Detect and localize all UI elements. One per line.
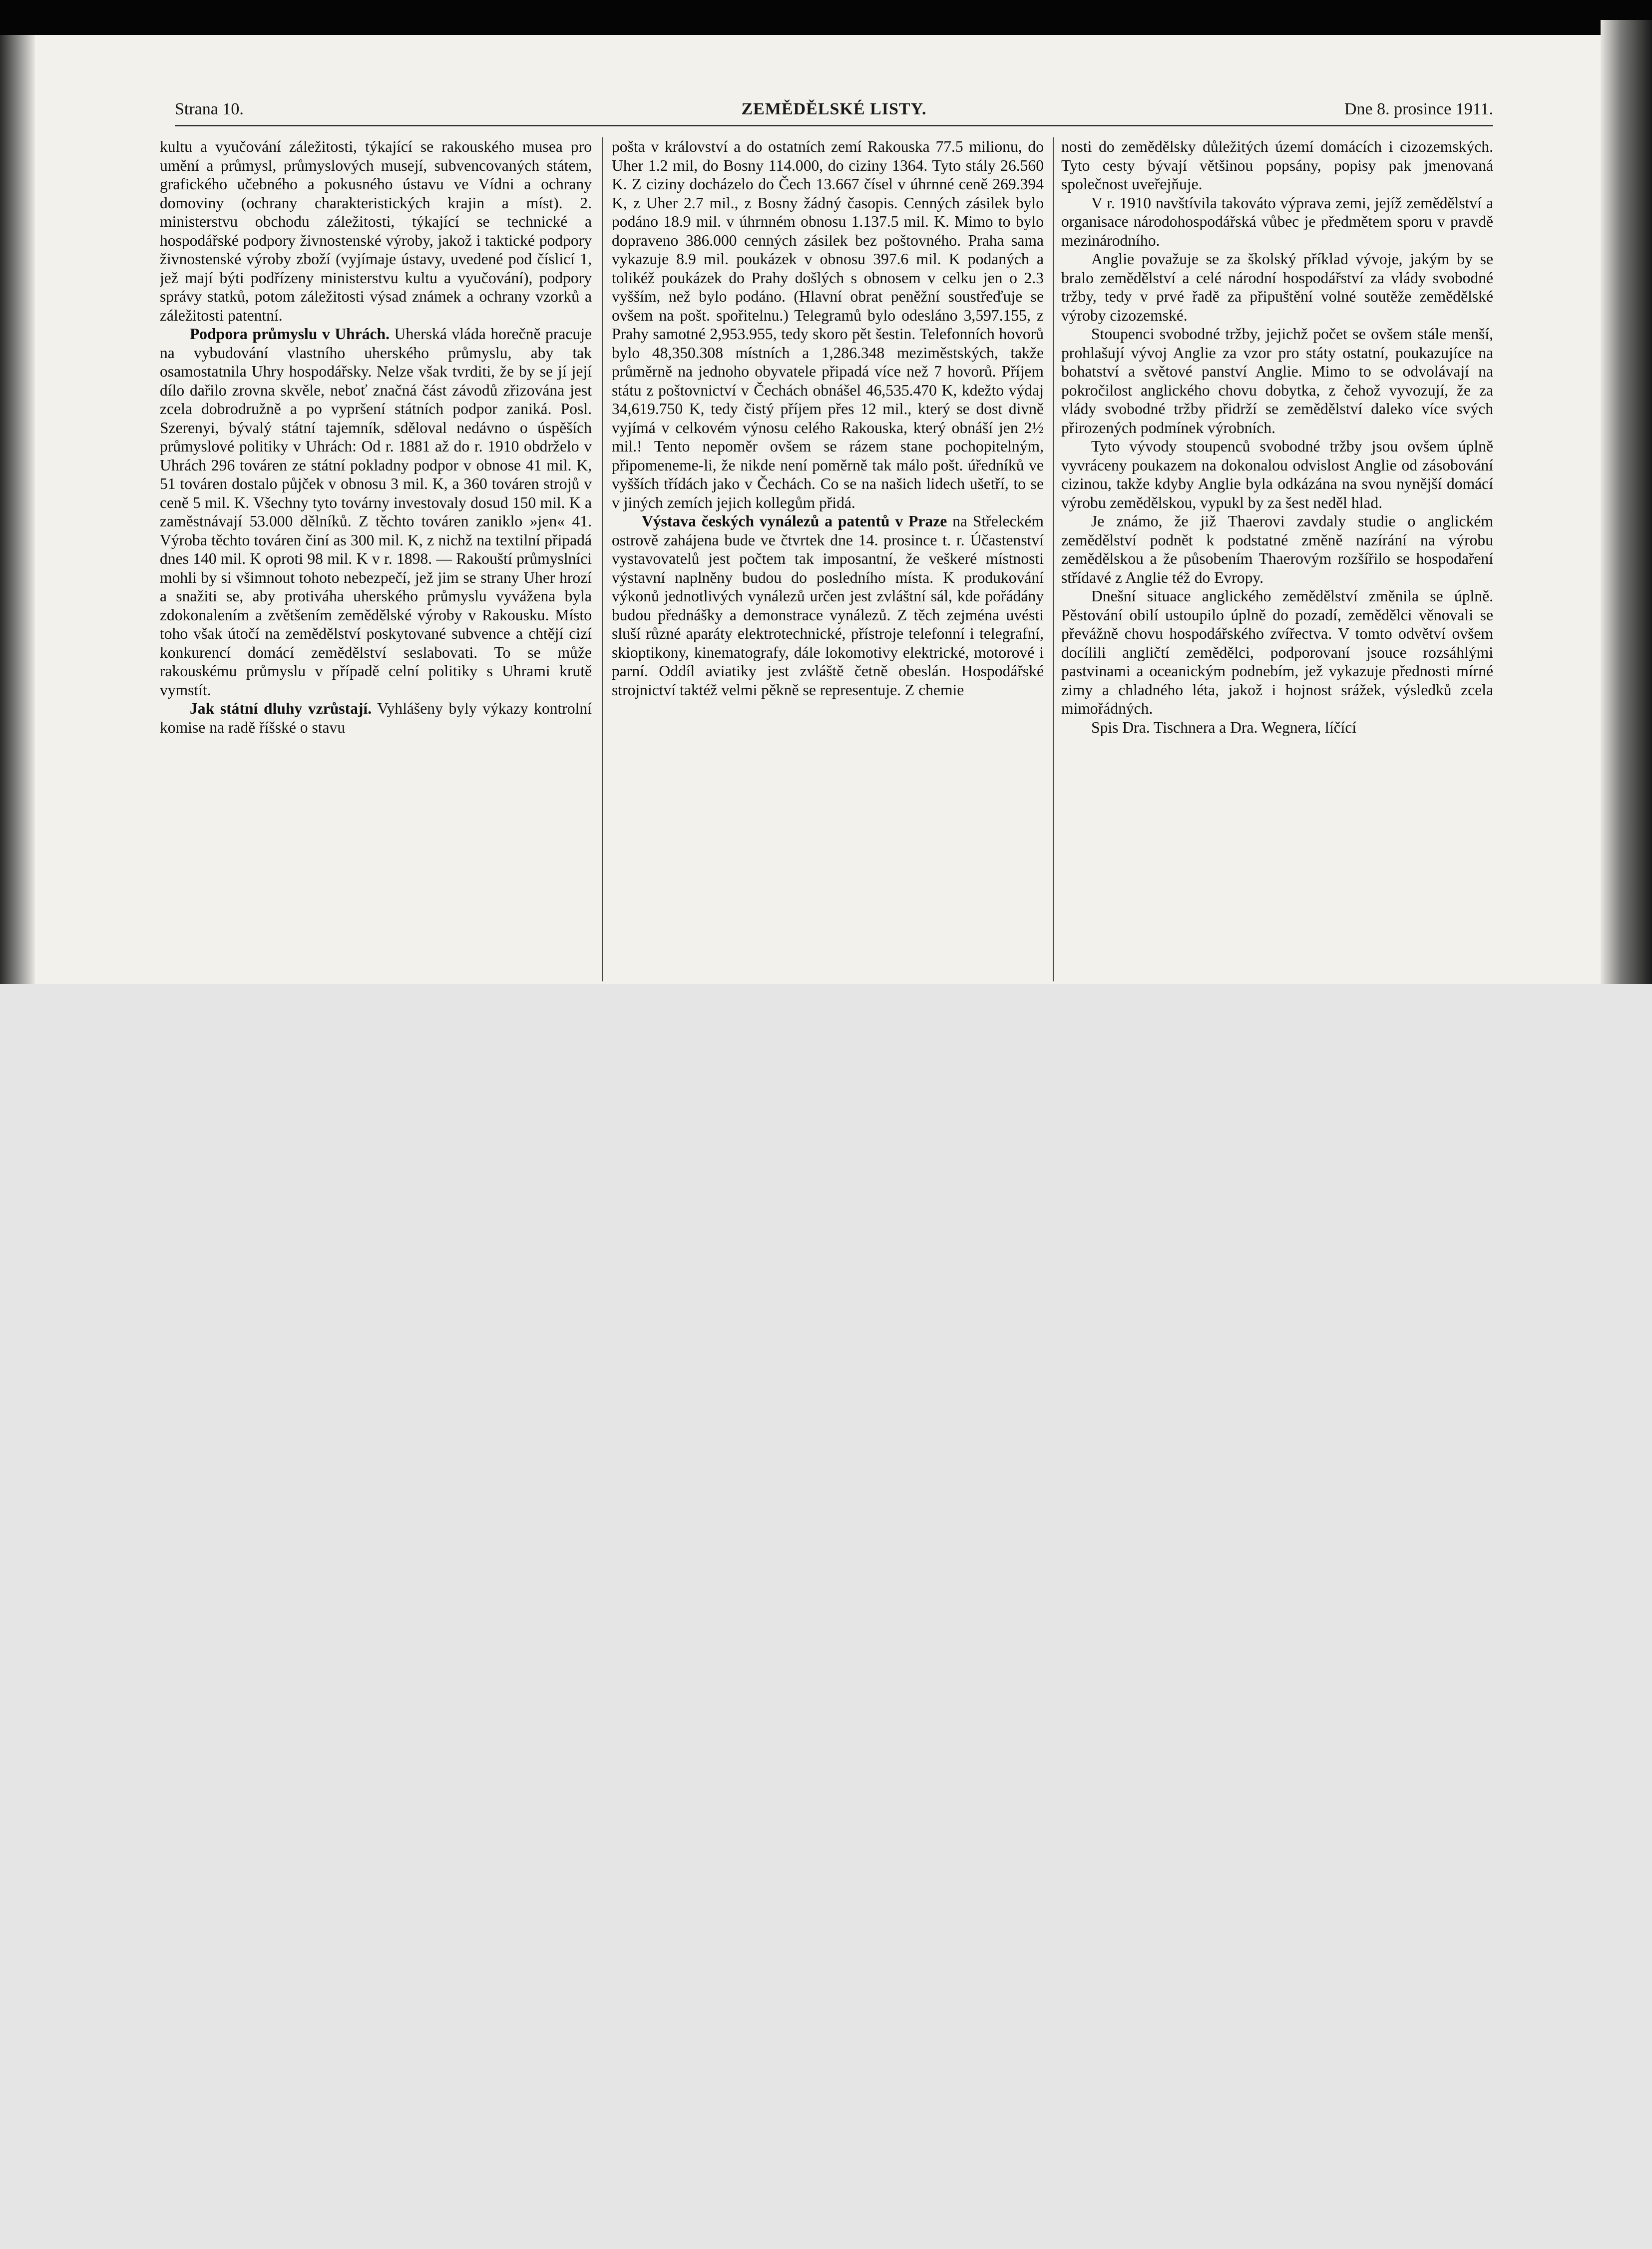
article-paragraph (160, 325, 592, 699)
article-paragraph: kultu a vyučování záležitosti, týkající se rakouského musea pro umění a průmysl, průmyslových musejí, subvencovaných státem, grafického učebného a pokusného ústavu ve Vídni a ochrany domoviny (ochrany charakteristických krajin a míst). 2. ministerstvu obchodu záležitosti, týkající se technické a hospodářské podpory živnostenské výroby, jakož i taktické podpory živnostenské výroby zboží (vyjímaje ústavy, uvedené pod číslicí 1, jež mají býti podřízeny ministerstvu kultu a vyučování), podpory správy statků, potom záležitosti výsad známek a ochrany vzorků a záležitosti patentní. (160, 138, 592, 324)
article-paragraph: Anglie považuje se za školský příklad vývoje, jakým by se bralo zemědělství a celé národní hospodářství za vlády svobodné tržby, tedy v prvé řadě za připuštění volné soutěže zemědělské výroby cizozemské. (1061, 250, 1493, 324)
article-text: Uherská vláda horečně pracuje na vybudování vlastního uherského průmyslu, aby tak osamostatnila Uhry hospodářsky. Nelze však tvrditi, že by se jí její dílo dařilo zrovna skvěle, neboť značná část závodů zřizována jest zcela dobrodružně a po vypršení státních podpor zaniká. Posl. Szerenyi, bývalý státní tajemník, sděloval nedávno o úspěších průmyslové politiky v Uhrách: Od r. 1881 až do r. 1910 obdrželo v Uhrách 296 továren ze státní pokladny podpor v obnose 41 mil. K, 51 továren dostalo půjček v obnosu 3 mil. K, a 360 továren strojů v ceně 5 mil. K. Všechny tyto továrny investovaly dosud 150 mil. K a zaměstnávají 53.000 dělníků. Z těchto továren zaniklo »jen« 41. Výroba těchto továren činí as 300 mil. K, z nichž na textilní připadá dnes 140 mil. K oproti 98 mil. K v r. 1898. — Rakouští průmyslníci mohli by si všimnout tohoto nebezpečí, jež jim se strany Uher hrozí a snažiti se, aby protiváha uherského průmyslu vyvážena byla zdokonalením a zvětšením zemědělské výroby v Rakousku. Místo toho však útočí na zemědělství poskytované subvence a chtějí cizí konkurencí domácí zemědělství seslabovati. To se může rakouskému průmyslu v případě celní politiky s Uhrami krutě vymstít. (160, 325, 592, 699)
article-paragraph: Dnešní situace anglického zemědělství změnila se úplně. Pěstování obilí ustoupilo úplně do pozadí, zemědělci věnovali se převážně chovu hospodářského zvířectva. V tomto odvětví ovšem docílili angličtí zemědělci, podporovaní jsouce rozsáhlými pastvinami a oceanickým podnebím, jež vykazuje přednosti mírné zimy a chladného léta, jakož i hojnost srážek, výsledků zcela mimořádných. (1061, 587, 1493, 717)
blank-lower-area (0, 984, 1652, 2249)
issue-date: Dne 8. prosince 1911. (1344, 100, 1493, 118)
article-paragraph (612, 512, 1044, 699)
article-paragraph: Tyto vývody stoupenců svobodné tržby jsou ovšem úplně vyvráceny poukazem na dokonalou odvislost Anglie od zásobování cizinou, takže kdyby Anglie byla odkázána na svou nynější domácí výrobu zemědělskou, vypukl by za šest neděl hlad. (1061, 438, 1493, 511)
column-divider (1053, 137, 1054, 981)
article-text: na Střeleckém ostrově zahájena bude ve čtvrtek dne 14. prosince t. r. Účastenství vystavovatelů jest počtem tak imposantní, že veškeré místnosti výstavní naplněny budou do posledního místa. K produkování výkonů jednotlivých vynálezů určen jest zvláštní sál, kde pořádány budou přednášky a demonstrace vynálezů. Z těch zejména uvésti sluší různé aparáty elektrotechnické, přístroje telefonní i telegrafní, skioptikony, kinematografy, dále lokomotivy elektrické, motorové i parní. Oddíl aviatiky jest zvláště četně obeslán. Hospodářské strojnictví taktéž velmi pěkně se representuje. Z chemie (612, 512, 1044, 699)
page-number: Strana 10. (175, 100, 244, 118)
article-paragraph: Stoupenci svobodné tržby, jejichž počet se ovšem stále menší, prohlašují vývoj Anglie za vzor pro státy ostatní, poukazujíce na bohatství a světové panství Anglie. Mimo to se odvolávají na pokročilost anglického chovu dobytka, z čehož vyvozují, že za vlády svobodné tržby přidrží se zemědělství daleko více svých přirozených podmínek výrobních. (1061, 325, 1493, 437)
column-2 (612, 137, 1044, 981)
article-heading: Výstava českých vynálezů a patentů v Praze (642, 512, 947, 530)
scan-top-border (0, 0, 1652, 35)
article-paragraph: pošta v království a do ostatních zemí Rakouska 77.5 milionu, do Uher 1.2 mil, do Bosny 114.000, do ciziny 1364. Tyto stály 26.560 K. Z ciziny docházelo do Čech 13.667 čísel v úhrnné ceně 269.394 K, z Uher 2.7 mil., z Bosny žádný časopis. Cenných zásilek bylo podáno 18.9 mil. v úhrnném obnosu 1.137.5 mil. K. Mimo to bylo dopraveno 386.000 cenných zásilek bez poštovného. Praha sama vykazuje 8.9 mil. poukázek v obnosu 397.6 mil. K podaných a tolikéž poukázek do Prahy došlých s obnosem v celku jen o 2.3 vyšším, než bylo podáno. (Hlavní obrat peněžní soustřeďuje se ovšem na pošt. spořitelnu.) Telegramů bylo odesláno 3,597.155, z Prahy samotné 2,953.955, tedy skoro pět šestin. Telefonních hovorů bylo 48,350.308 místních a 1,286.348 meziměstských, takže průměrně na jednoho obyvatele připadá více než 7 hovorů. Příjem státu z poštovnictví v Čechách obnášel 46,535.470 K, kdežto výdaj 34,619.750 K, tedy čistý příjem přes 12 mil., který se dost divně vyjímá v celkovém výnosu celého Rakouska, který obnáší jen 2½ mil.! Tento nepoměr ovšem se rázem stane pochopitelným, připomeneme-li, že nikde není poměrně tak málo pošt. úředníků ve vyšších třídách jako v Čechách. Co se na našich lidech ušetří, to se v jiných zemích jejich kollegům přidá. (612, 138, 1044, 511)
header-rule (175, 125, 1493, 126)
article-paragraph: V r. 1910 navštívila takováto výprava zemi, jejíž zemědělství a organisace národohospodářská vůbec je předmětem sporu v pravdě mezinárodního. (1061, 194, 1493, 249)
column-divider (602, 137, 603, 981)
article-paragraph: Spis Dra. Tischnera a Dra. Wegnera, líčící (1091, 718, 1357, 736)
article-heading: Podpora průmyslu v Uhrách. (190, 325, 390, 343)
column-1 (160, 137, 592, 981)
column-3 (1061, 137, 1493, 981)
newspaper-page (150, 90, 1498, 984)
article-paragraph: nosti do zemědělsky důležitých území domácích i cizozemských. Tyto cesty bývají většinou popsány, popisy pak jmenovaná společnost uveřejňuje. (1061, 138, 1493, 193)
scan-right-shadow (1601, 20, 1652, 984)
article-text: Vyhlášeny byly výkazy kontrolní komise na radě říšské o stavu (160, 700, 592, 736)
article-paragraph (160, 699, 592, 737)
article-paragraph: Je známo, že již Thaerovi zavdaly studie o anglickém zemědělství podnět k podstatné změně nazírání na výrobu zemědělskou a že působením Thaerovým rozšířilo se hospodaření střídavé z Anglie též do Evropy. (1061, 512, 1493, 586)
scan-left-shadow (0, 35, 35, 984)
masthead-title: ZEMĚDĚLSKÉ LISTY. (741, 100, 927, 118)
article-heading: Jak státní dluhy vzrůstají. (190, 700, 372, 717)
